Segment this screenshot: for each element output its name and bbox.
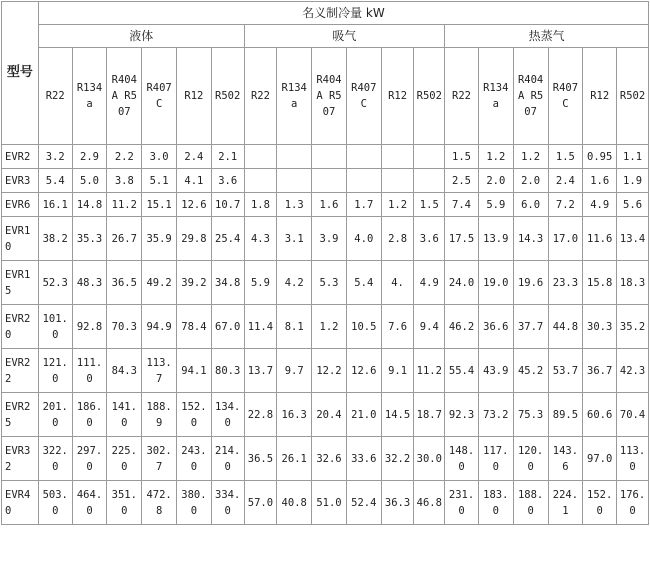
value-cell: 117.0 bbox=[478, 437, 513, 481]
model-cell: EVR6 bbox=[2, 193, 39, 217]
value-cell: 3.2 bbox=[38, 145, 72, 169]
table-row bbox=[2, 217, 649, 261]
value-cell: 3.8 bbox=[107, 169, 142, 193]
value-cell bbox=[346, 169, 381, 193]
value-cell: 30.3 bbox=[583, 305, 617, 349]
value-cell: 143.6 bbox=[548, 437, 583, 481]
value-cell: 113.0 bbox=[617, 437, 649, 481]
group-header: 吸气 bbox=[244, 25, 445, 48]
value-cell: 11.2 bbox=[107, 193, 142, 217]
table-row bbox=[2, 393, 649, 437]
value-cell: 26.1 bbox=[277, 437, 312, 481]
table-row bbox=[2, 145, 649, 169]
value-cell bbox=[346, 145, 381, 169]
value-cell: 14.5 bbox=[381, 393, 414, 437]
value-cell bbox=[277, 145, 312, 169]
value-cell: 2.4 bbox=[548, 169, 583, 193]
value-cell: 1.5 bbox=[548, 145, 583, 169]
refrigerant-column-header: R407C bbox=[548, 48, 583, 145]
value-cell: 3.6 bbox=[211, 169, 244, 193]
value-cell: 464.0 bbox=[72, 481, 107, 525]
value-cell: 39.2 bbox=[177, 261, 212, 305]
value-cell: 297.0 bbox=[72, 437, 107, 481]
value-cell: 1.2 bbox=[513, 145, 548, 169]
value-cell: 36.6 bbox=[478, 305, 513, 349]
value-cell: 1.7 bbox=[346, 193, 381, 217]
value-cell: 21.0 bbox=[346, 393, 381, 437]
value-cell: 35.3 bbox=[72, 217, 107, 261]
value-cell: 302.7 bbox=[142, 437, 177, 481]
value-cell: 53.7 bbox=[548, 349, 583, 393]
value-cell: 16.3 bbox=[277, 393, 312, 437]
value-cell: 152.0 bbox=[583, 481, 617, 525]
value-cell: 1.2 bbox=[478, 145, 513, 169]
value-cell: 188.9 bbox=[142, 393, 177, 437]
model-cell: EVR10 bbox=[2, 217, 39, 261]
value-cell: 45.2 bbox=[513, 349, 548, 393]
value-cell: 2.4 bbox=[177, 145, 212, 169]
value-cell: 70.4 bbox=[617, 393, 649, 437]
value-cell: 472.8 bbox=[142, 481, 177, 525]
value-cell: 201.0 bbox=[38, 393, 72, 437]
model-cell: EVR2 bbox=[2, 145, 39, 169]
value-cell: 2.9 bbox=[72, 145, 107, 169]
value-cell: 183.0 bbox=[478, 481, 513, 525]
value-cell: 322.0 bbox=[38, 437, 72, 481]
value-cell: 1.5 bbox=[414, 193, 445, 217]
value-cell: 11.6 bbox=[583, 217, 617, 261]
refrigerant-column-header: R404A R507 bbox=[312, 48, 347, 145]
value-cell: 36.5 bbox=[244, 437, 277, 481]
refrigerant-column-header: R22 bbox=[445, 48, 479, 145]
value-cell: 73.2 bbox=[478, 393, 513, 437]
value-cell: 351.0 bbox=[107, 481, 142, 525]
value-cell: 2.1 bbox=[211, 145, 244, 169]
value-cell: 32.2 bbox=[381, 437, 414, 481]
value-cell: 38.2 bbox=[38, 217, 72, 261]
value-cell: 186.0 bbox=[72, 393, 107, 437]
table-row bbox=[2, 261, 649, 305]
value-cell bbox=[244, 145, 277, 169]
nominal-capacity-header: 名义制冷量 kW bbox=[38, 2, 648, 25]
refrigerant-column-header: R404A R507 bbox=[107, 48, 142, 145]
value-cell: 503.0 bbox=[38, 481, 72, 525]
value-cell: 7.6 bbox=[381, 305, 414, 349]
value-cell: 13.7 bbox=[244, 349, 277, 393]
value-cell: 4.3 bbox=[244, 217, 277, 261]
value-cell: 152.0 bbox=[177, 393, 212, 437]
value-cell: 2.0 bbox=[478, 169, 513, 193]
value-cell: 141.0 bbox=[107, 393, 142, 437]
refrigerant-column-header: R404A R507 bbox=[513, 48, 548, 145]
model-cell: EVR3 bbox=[2, 169, 39, 193]
value-cell: 16.1 bbox=[38, 193, 72, 217]
value-cell: 70.3 bbox=[107, 305, 142, 349]
refrigerant-column-header: R502 bbox=[617, 48, 649, 145]
value-cell: 23.3 bbox=[548, 261, 583, 305]
value-cell: 55.4 bbox=[445, 349, 479, 393]
value-cell: 19.0 bbox=[478, 261, 513, 305]
value-cell: 92.8 bbox=[72, 305, 107, 349]
value-cell: 1.3 bbox=[277, 193, 312, 217]
model-cell: EVR25 bbox=[2, 393, 39, 437]
value-cell: 1.1 bbox=[617, 145, 649, 169]
value-cell: 9.7 bbox=[277, 349, 312, 393]
table-row bbox=[2, 437, 649, 481]
value-cell: 18.7 bbox=[414, 393, 445, 437]
value-cell: 1.6 bbox=[312, 193, 347, 217]
refrigerant-column-header: R12 bbox=[381, 48, 414, 145]
value-cell: 5.4 bbox=[346, 261, 381, 305]
value-cell: 13.9 bbox=[478, 217, 513, 261]
value-cell: 46.2 bbox=[445, 305, 479, 349]
value-cell: 29.8 bbox=[177, 217, 212, 261]
value-cell: 92.3 bbox=[445, 393, 479, 437]
refrigerant-column-header: R134a bbox=[478, 48, 513, 145]
value-cell: 5.0 bbox=[72, 169, 107, 193]
refrigerant-column-header: R12 bbox=[177, 48, 212, 145]
value-cell: 36.3 bbox=[381, 481, 414, 525]
value-cell: 34.8 bbox=[211, 261, 244, 305]
value-cell: 176.0 bbox=[617, 481, 649, 525]
value-cell: 12.6 bbox=[177, 193, 212, 217]
value-cell: 36.7 bbox=[583, 349, 617, 393]
value-cell: 30.0 bbox=[414, 437, 445, 481]
value-cell: 60.6 bbox=[583, 393, 617, 437]
model-cell: EVR32 bbox=[2, 437, 39, 481]
refrigerant-column-header: R22 bbox=[244, 48, 277, 145]
value-cell: 46.8 bbox=[414, 481, 445, 525]
value-cell: 11.4 bbox=[244, 305, 277, 349]
value-cell: 97.0 bbox=[583, 437, 617, 481]
value-cell: 22.8 bbox=[244, 393, 277, 437]
value-cell: 224.1 bbox=[548, 481, 583, 525]
refrigerant-column-header: R22 bbox=[38, 48, 72, 145]
value-cell: 10.5 bbox=[346, 305, 381, 349]
value-cell: 42.3 bbox=[617, 349, 649, 393]
value-cell: 35.9 bbox=[142, 217, 177, 261]
refrigerant-column-header: R502 bbox=[211, 48, 244, 145]
value-cell: 3.1 bbox=[277, 217, 312, 261]
value-cell: 67.0 bbox=[211, 305, 244, 349]
value-cell: 89.5 bbox=[548, 393, 583, 437]
value-cell: 5.3 bbox=[312, 261, 347, 305]
value-cell: 1.9 bbox=[617, 169, 649, 193]
group-header: 液体 bbox=[38, 25, 244, 48]
value-cell: 243.0 bbox=[177, 437, 212, 481]
value-cell: 32.6 bbox=[312, 437, 347, 481]
value-cell bbox=[312, 145, 347, 169]
value-cell: 57.0 bbox=[244, 481, 277, 525]
value-cell: 49.2 bbox=[142, 261, 177, 305]
value-cell: 2.5 bbox=[445, 169, 479, 193]
value-cell: 7.2 bbox=[548, 193, 583, 217]
value-cell: 1.2 bbox=[312, 305, 347, 349]
value-cell: 17.0 bbox=[548, 217, 583, 261]
value-cell: 5.9 bbox=[478, 193, 513, 217]
value-cell: 3.6 bbox=[414, 217, 445, 261]
model-column-header: 型号 bbox=[2, 2, 39, 145]
value-cell: 4.0 bbox=[346, 217, 381, 261]
value-cell: 94.9 bbox=[142, 305, 177, 349]
value-cell: 78.4 bbox=[177, 305, 212, 349]
value-cell: 5.1 bbox=[142, 169, 177, 193]
value-cell bbox=[277, 169, 312, 193]
value-cell: 12.6 bbox=[346, 349, 381, 393]
value-cell: 14.3 bbox=[513, 217, 548, 261]
value-cell: 35.2 bbox=[617, 305, 649, 349]
value-cell: 48.3 bbox=[72, 261, 107, 305]
value-cell: 15.1 bbox=[142, 193, 177, 217]
value-cell: 113.7 bbox=[142, 349, 177, 393]
value-cell: 80.3 bbox=[211, 349, 244, 393]
refrigerant-column-header: R502 bbox=[414, 48, 445, 145]
model-cell: EVR15 bbox=[2, 261, 39, 305]
value-cell: 1.8 bbox=[244, 193, 277, 217]
value-cell: 4.1 bbox=[177, 169, 212, 193]
refrigerant-column-header: R407C bbox=[346, 48, 381, 145]
model-cell: EVR22 bbox=[2, 349, 39, 393]
value-cell: 43.9 bbox=[478, 349, 513, 393]
table-row bbox=[2, 481, 649, 525]
value-cell: 25.4 bbox=[211, 217, 244, 261]
value-cell: 121.0 bbox=[38, 349, 72, 393]
value-cell: 11.2 bbox=[414, 349, 445, 393]
value-cell: 9.4 bbox=[414, 305, 445, 349]
value-cell: 334.0 bbox=[211, 481, 244, 525]
value-cell: 33.6 bbox=[346, 437, 381, 481]
value-cell: 75.3 bbox=[513, 393, 548, 437]
value-cell: 111.0 bbox=[72, 349, 107, 393]
value-cell: 51.0 bbox=[312, 481, 347, 525]
value-cell: 231.0 bbox=[445, 481, 479, 525]
value-cell: 7.4 bbox=[445, 193, 479, 217]
group-header: 热蒸气 bbox=[445, 25, 649, 48]
value-cell: 0.95 bbox=[583, 145, 617, 169]
value-cell: 2.2 bbox=[107, 145, 142, 169]
value-cell: 17.5 bbox=[445, 217, 479, 261]
value-cell: 52.3 bbox=[38, 261, 72, 305]
value-cell: 225.0 bbox=[107, 437, 142, 481]
value-cell: 26.7 bbox=[107, 217, 142, 261]
model-cell: EVR40 bbox=[2, 481, 39, 525]
value-cell: 120.0 bbox=[513, 437, 548, 481]
value-cell: 380.0 bbox=[177, 481, 212, 525]
table-row bbox=[2, 193, 649, 217]
value-cell bbox=[381, 169, 414, 193]
value-cell bbox=[414, 145, 445, 169]
value-cell: 9.1 bbox=[381, 349, 414, 393]
value-cell: 84.3 bbox=[107, 349, 142, 393]
value-cell: 36.5 bbox=[107, 261, 142, 305]
value-cell: 3.9 bbox=[312, 217, 347, 261]
value-cell: 19.6 bbox=[513, 261, 548, 305]
value-cell: 15.8 bbox=[583, 261, 617, 305]
value-cell: 4. bbox=[381, 261, 414, 305]
table-row bbox=[2, 305, 649, 349]
value-cell bbox=[312, 169, 347, 193]
value-cell: 4.9 bbox=[414, 261, 445, 305]
value-cell: 6.0 bbox=[513, 193, 548, 217]
value-cell: 10.7 bbox=[211, 193, 244, 217]
value-cell: 4.9 bbox=[583, 193, 617, 217]
value-cell: 188.0 bbox=[513, 481, 548, 525]
table-row bbox=[2, 349, 649, 393]
value-cell: 148.0 bbox=[445, 437, 479, 481]
value-cell: 8.1 bbox=[277, 305, 312, 349]
refrigerant-column-header: R134a bbox=[72, 48, 107, 145]
value-cell: 1.5 bbox=[445, 145, 479, 169]
value-cell: 40.8 bbox=[277, 481, 312, 525]
value-cell: 134.0 bbox=[211, 393, 244, 437]
model-cell: EVR20 bbox=[2, 305, 39, 349]
value-cell: 24.0 bbox=[445, 261, 479, 305]
table-row bbox=[2, 169, 649, 193]
value-cell: 101.0 bbox=[38, 305, 72, 349]
value-cell bbox=[244, 169, 277, 193]
value-cell: 1.6 bbox=[583, 169, 617, 193]
value-cell: 44.8 bbox=[548, 305, 583, 349]
value-cell: 2.0 bbox=[513, 169, 548, 193]
refrigerant-column-header: R407C bbox=[142, 48, 177, 145]
value-cell: 2.8 bbox=[381, 217, 414, 261]
value-cell: 1.2 bbox=[381, 193, 414, 217]
refrigerant-column-header: R12 bbox=[583, 48, 617, 145]
value-cell: 20.4 bbox=[312, 393, 347, 437]
value-cell: 5.9 bbox=[244, 261, 277, 305]
value-cell: 5.4 bbox=[38, 169, 72, 193]
value-cell: 52.4 bbox=[346, 481, 381, 525]
value-cell: 214.0 bbox=[211, 437, 244, 481]
value-cell: 4.2 bbox=[277, 261, 312, 305]
value-cell: 13.4 bbox=[617, 217, 649, 261]
value-cell: 94.1 bbox=[177, 349, 212, 393]
capacity-table bbox=[1, 1, 649, 525]
value-cell bbox=[414, 169, 445, 193]
value-cell: 14.8 bbox=[72, 193, 107, 217]
value-cell: 3.0 bbox=[142, 145, 177, 169]
value-cell: 37.7 bbox=[513, 305, 548, 349]
value-cell: 12.2 bbox=[312, 349, 347, 393]
value-cell: 18.3 bbox=[617, 261, 649, 305]
refrigerant-column-header: R134a bbox=[277, 48, 312, 145]
value-cell: 5.6 bbox=[617, 193, 649, 217]
value-cell bbox=[381, 145, 414, 169]
